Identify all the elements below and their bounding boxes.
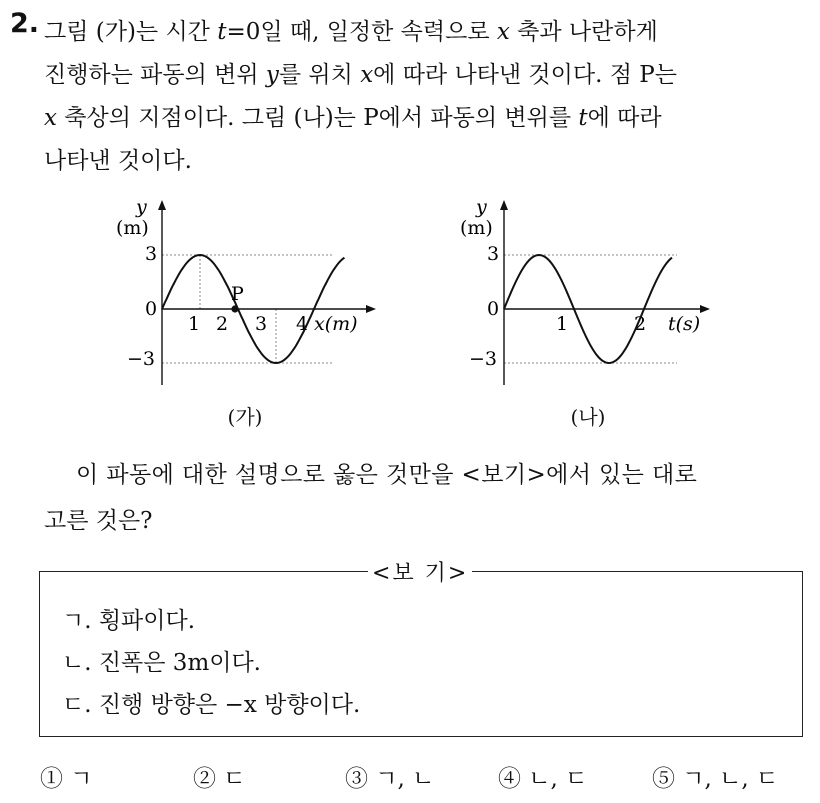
prompt-line-1: 이 파동에 대한 설명으로 옳은 것만을 <보기>에서 있는 대로 bbox=[76, 462, 698, 488]
graph-na bbox=[440, 190, 740, 400]
graph-ga bbox=[100, 190, 400, 400]
na-y-arrow bbox=[500, 200, 508, 210]
ga-y-label: y bbox=[136, 196, 147, 218]
na-x-tick-1: 1 bbox=[556, 313, 569, 335]
point-p-label: P bbox=[231, 283, 244, 305]
prompt-line-2: 고른 것은? bbox=[44, 508, 153, 534]
na-tick-0: 0 bbox=[487, 298, 500, 320]
question-number: 2. bbox=[10, 8, 40, 39]
point-p-marker bbox=[231, 305, 238, 312]
choice-3[interactable]: ③ ㄱ, ㄴ bbox=[345, 766, 435, 792]
stem-line-1: 그림 (가)는 시간 t=0일 때, 일정한 속력으로 x 축과 나란하게 bbox=[44, 19, 658, 45]
ga-y-unit: (m) bbox=[116, 217, 149, 239]
ga-x-arrow bbox=[366, 305, 376, 313]
na-tick-neg3: −3 bbox=[469, 348, 498, 370]
stem-line-4: 나타낸 것이다. bbox=[44, 148, 192, 174]
ga-tick-3: 3 bbox=[145, 243, 158, 265]
bogi-items bbox=[62, 600, 360, 726]
na-y-label: y bbox=[476, 196, 487, 218]
ga-tick-0: 0 bbox=[145, 298, 158, 320]
na-x-arrow bbox=[700, 305, 710, 313]
ga-x-tick-2: 2 bbox=[216, 313, 229, 335]
bogi-item-3: ㄷ. 진행 방향은 −x 방향이다. bbox=[62, 692, 361, 718]
ga-tick-neg3: −3 bbox=[127, 348, 156, 370]
stem-line-2: 진행하는 파동의 변위 y를 위치 x에 따라 나타낸 것이다. 점 P는 bbox=[44, 62, 677, 88]
choice-1[interactable]: ① ㄱ bbox=[40, 766, 93, 792]
ga-x-tick-1: 1 bbox=[188, 313, 201, 335]
ga-x-label: x(m) bbox=[314, 313, 358, 335]
bogi-title: <보 기> bbox=[368, 556, 472, 587]
stem-line-3: x 축상의 지점이다. 그림 (나)는 P에서 파동의 변위를 t에 따라 bbox=[44, 105, 662, 131]
caption-na: (나) bbox=[570, 405, 606, 429]
bogi-item-1: ㄱ. 횡파이다. bbox=[62, 608, 196, 634]
question-prompt bbox=[44, 452, 804, 544]
na-tick-3: 3 bbox=[487, 243, 500, 265]
question-stem bbox=[44, 11, 804, 183]
caption-ga: (가) bbox=[227, 405, 263, 429]
choice-2[interactable]: ② ㄷ bbox=[193, 766, 246, 792]
na-y-unit: (m) bbox=[460, 217, 493, 239]
na-x-tick-2: 2 bbox=[634, 313, 647, 335]
bogi-item-2: ㄴ. 진폭은 3m이다. bbox=[62, 650, 261, 676]
ga-x-tick-4: 4 bbox=[296, 313, 309, 335]
choice-4[interactable]: ④ ㄴ, ㄷ bbox=[498, 766, 588, 792]
ga-x-tick-3: 3 bbox=[255, 313, 268, 335]
na-x-label: t(s) bbox=[668, 313, 701, 335]
choice-5[interactable]: ⑤ ㄱ, ㄴ, ㄷ bbox=[652, 766, 779, 792]
ga-y-arrow bbox=[158, 200, 166, 210]
